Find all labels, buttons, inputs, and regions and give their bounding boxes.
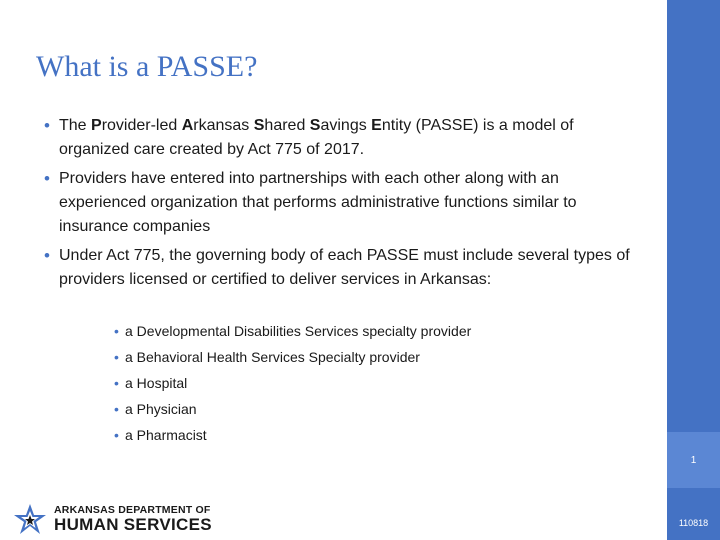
page-number: 1 (667, 432, 720, 488)
provider-type-item: • a Hospital (114, 370, 471, 396)
dhs-logo (12, 502, 212, 536)
bullet-text: Under Act 775, the governing body of each PASSE must include several types of providers licensed or certified to deliver services in Arkansas: (59, 247, 630, 288)
bullet-text: Providers have entered into partnerships with each other along with an experienced organization that performs administrative functions similar to insurance companies (59, 170, 577, 235)
bullet-text: rovider-led (101, 117, 182, 134)
provider-type-item: • a Developmental Disabilities Services specialty provider (114, 318, 471, 344)
bullet-bold-letter: P (91, 117, 102, 134)
bullet-text: rkansas (193, 117, 254, 134)
bullet-text: The (59, 117, 92, 134)
bullet-bold-letter: S (253, 117, 265, 134)
provider-type-item: • a Physician (114, 396, 471, 422)
bullet-list (44, 114, 644, 297)
provider-type-item: • a Behavioral Health Services Specialty provider (114, 344, 471, 370)
slide-code: 110818 (678, 518, 709, 528)
bullet-item (44, 167, 644, 239)
logo-line-1: ARKANSAS DEPARTMENT OF (54, 503, 211, 516)
bullet-bold-letter: A (181, 117, 194, 134)
bullet-text: hared (264, 117, 310, 134)
dhs-star-icon (12, 503, 48, 535)
bullet-text: avings (320, 117, 372, 134)
bullet-bold-letter: S (309, 117, 321, 134)
bullet-bold-letter: E (371, 117, 382, 134)
bullet-text: ntity (PASSE) is a model of organized care created by Act 775 of 2017. (59, 117, 574, 158)
slide-title: What is a PASSE? (36, 50, 258, 83)
provider-type-item: • a Pharmacist (114, 422, 471, 448)
bullet-item (44, 244, 644, 292)
bullet-item (44, 114, 644, 162)
logo-line-2: HUMAN SERVICES (54, 515, 212, 535)
provider-type-list (114, 318, 471, 448)
